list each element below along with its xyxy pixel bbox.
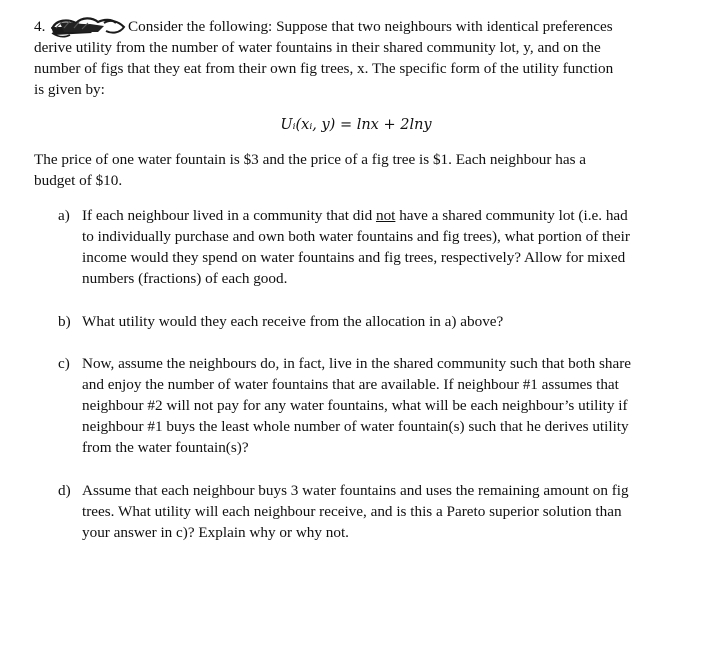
- part-d-label: d): [58, 482, 71, 499]
- price-line-2: budget of $10.: [34, 172, 123, 189]
- handwritten-scribble-mark: [46, 13, 128, 41]
- part-a-label: a): [58, 207, 70, 224]
- intro-line-3: number of figs that they eat from their own fig trees, x. The specific form of the utility function: [34, 60, 614, 77]
- part-d-line-3: your answer in c)? Explain why or why not.: [82, 524, 349, 541]
- part-d-line-2: trees. What utility will each neighbour receive, and is this a Pareto superior solution than: [82, 503, 622, 520]
- utility-function-formula: Uᵢ(xᵢ, y) = lnx + 2lny: [280, 117, 432, 133]
- underlined-not-word: not: [375, 207, 396, 224]
- part-a-line-4: numbers (fractions) of each good.: [82, 270, 288, 287]
- part-b-line-1: What utility would they each receive from the allocation in a) above?: [82, 313, 504, 330]
- part-d-line-1: Assume that each neighbour buys 3 water fountains and uses the remaining amount on fig: [82, 482, 629, 499]
- part-a-line-1: If each neighbour lived in a community that did not have a shared community lot (i.e. had: [82, 207, 628, 224]
- price-line-1: The price of one water fountain is $3 and the price of a fig tree is $1. Each neighbour has a: [34, 151, 587, 168]
- part-c-line-4: neighbour #1 buys the least whole number of water fountain(s) such that he derives utility: [82, 418, 629, 435]
- part-b-label: b): [58, 313, 71, 330]
- intro-line-4: is given by:: [34, 81, 105, 98]
- part-c-line-3: neighbour #2 will not pay for any water fountains, what will be each neighbour’s utility if: [82, 397, 628, 414]
- part-c-label: c): [58, 355, 70, 372]
- part-c-line-1: Now, assume the neighbours do, in fact, live in the shared community such that both share: [82, 355, 632, 372]
- part-a-line-2: to individually purchase and own both water fountains and fig trees), what portion of their: [82, 228, 630, 245]
- intro-line-1: Consider the following: Suppose that two neighbours with identical preferences: [128, 18, 613, 35]
- part-a-line-3: income would they spend on water fountains and fig trees, respectively? Allow for mixed: [82, 249, 626, 266]
- part-c-line-2: and enjoy the number of water fountains that are available. If neighbour #1 assumes that: [82, 376, 619, 393]
- question-number: 4.: [34, 18, 46, 35]
- part-c-line-5: from the water fountain(s)?: [82, 439, 249, 456]
- intro-line-2: derive utility from the number of water fountains in their shared community lot, y, and on the: [34, 39, 601, 56]
